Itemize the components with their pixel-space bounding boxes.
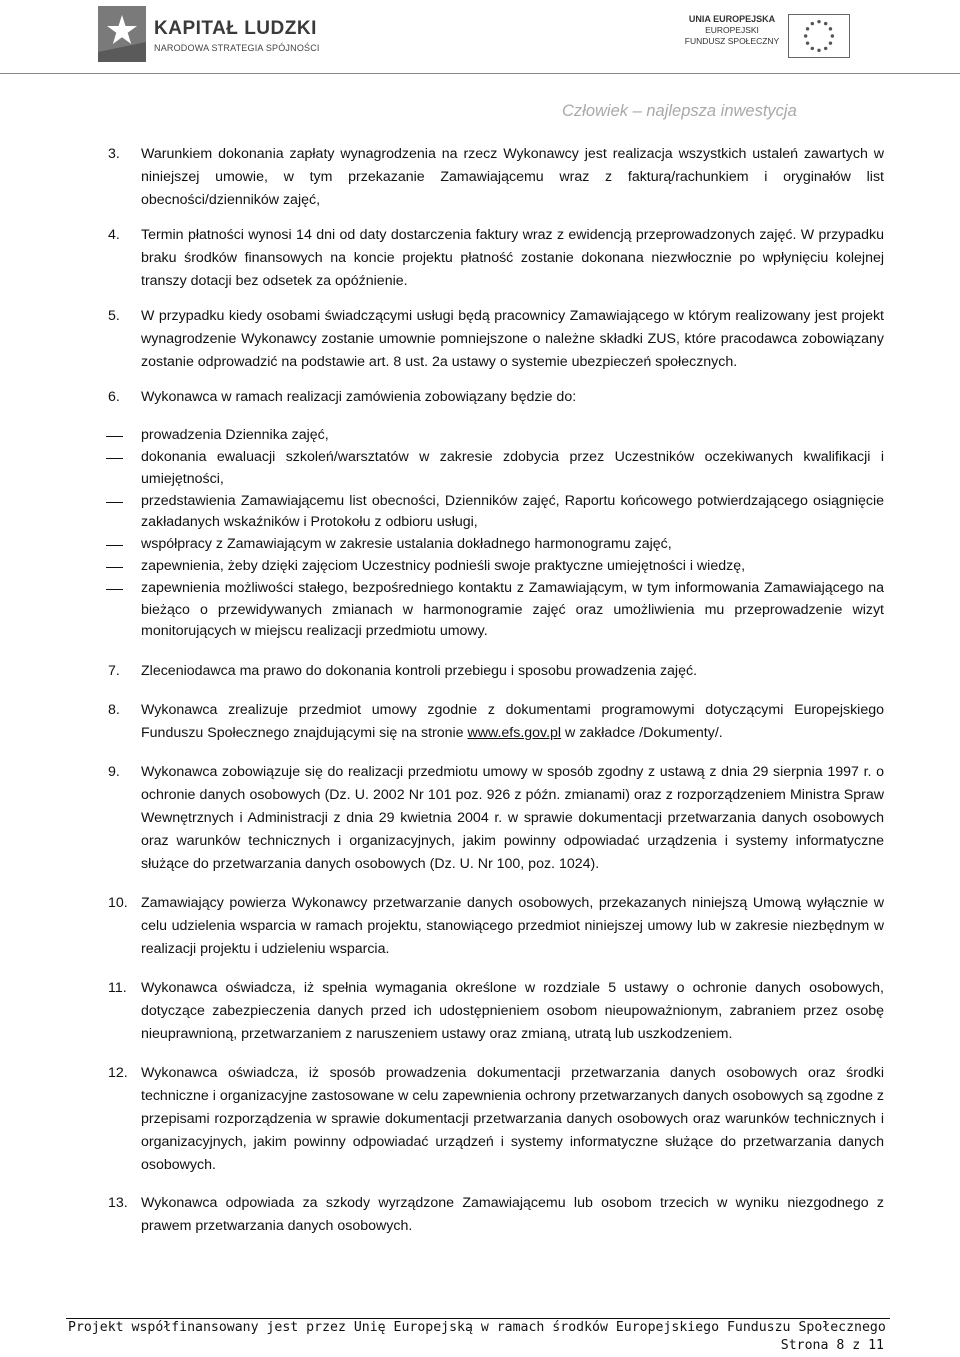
clause-number: 13. xyxy=(108,1194,128,1211)
eu-logo-line2: EUROPEJSKI xyxy=(705,25,759,35)
clause-number: 7. xyxy=(108,662,120,679)
clause-number: 5. xyxy=(108,308,120,324)
list-item xyxy=(106,491,884,534)
list-item-text: współpracy z Zamawiającym w zakresie ustalania dokładnego harmonogramu zajęć, xyxy=(141,536,672,552)
eu-efs-logo xyxy=(682,14,852,60)
clause-text: Wykonawca oświadcza, iż spełnia wymagania określone w rozdziale 5 ustawy o ochronie danych osobowych, dotyczące zabezpieczenia danych przed ich udostępnieniem osobom nieupoważnionym, zabraniem przez osobę nieuprawnioną, przetwarzaniem z naruszeniem ustawy oraz zmianą, utratą lub uszkodzeniem. xyxy=(141,979,884,1042)
clause-10 xyxy=(108,892,884,961)
clause-12 xyxy=(108,1062,884,1177)
clause-text: Zleceniodawca ma prawo do dokonania kontroli przebiegu i sposobu prowadzenia zajęć. xyxy=(141,662,698,679)
list-item xyxy=(106,578,884,643)
header-divider xyxy=(0,73,960,74)
clause-number: 6. xyxy=(108,389,120,405)
clause-8 xyxy=(108,699,884,745)
clause-text-after-link: w zakładce /Dokumenty/. xyxy=(561,724,723,741)
clause-5 xyxy=(108,305,884,374)
clause-number: 3. xyxy=(108,146,120,162)
kapital-ludzki-emblem-icon xyxy=(98,6,146,62)
page-header xyxy=(0,0,960,130)
clause-number: 11. xyxy=(108,979,127,996)
clause-text: W przypadku kiedy osobami świadczącymi usługi będą pracownicy Zamawiającego w którym realizowany jest projekt wynagrodzenie Wykonawcy zostanie umownie pomniejszone o należne składki ZUS, które pracodawca zobowiązany zostanie odprowadzić na podstawie art. 8 ust. 2a ustawy o systemie ubezpieczeń społecznych. xyxy=(141,308,884,370)
clause-6 xyxy=(108,386,884,409)
clause-text: Wykonawca w ramach realizacji zamówienia zobowiązany będzie do: xyxy=(141,389,577,405)
kapital-ludzki-logo xyxy=(98,6,358,62)
list-item xyxy=(106,556,884,578)
clause-text xyxy=(141,699,884,745)
clause-9 xyxy=(108,761,884,876)
duties-list xyxy=(106,425,884,643)
clause-number: 4. xyxy=(108,227,120,243)
footer-divider xyxy=(66,1318,890,1319)
list-item xyxy=(106,425,884,447)
clause-text: Zamawiający powierza Wykonawcy przetwarzanie danych osobowych, przekazanych niniejszą Umową wyłącznie w celu udzielenia wsparcia w ramach projektu, stanowiącego przedmiot niniejszej umowy lub w zakresie niezbędnym w realizacji projektu i udzieleniu wsparcia. xyxy=(141,894,884,957)
clause-3 xyxy=(108,143,884,212)
clause-text: Wykonawca odpowiada za szkody wyrządzone Zamawiającemu lub osobom trzecich w wyniku niezgodnego z prawem przetwarzania danych osobowych. xyxy=(141,1194,884,1234)
clause-text-before-link: Wykonawca zrealizuje przedmiot umowy zgodnie z dokumentami programowymi dotyczącymi Europejskiego Funduszu Społecznego znajdującymi się na stronie xyxy=(141,701,884,741)
header-motto: Człowiek – najlepsza inwestycja xyxy=(562,102,797,120)
list-item-text: przedstawienia Zamawiającemu list obecności, Dzienników zajęć, Raportu końcowego potwierdzającego osiągnięcie zakładanych wskaźników i Protokołu z odbioru usługi, xyxy=(141,492,884,530)
clause-13 xyxy=(108,1192,884,1238)
clause-text: Termin płatności wynosi 14 dni od daty dostarczenia faktury wraz z ewidencją przeprowadzonych zajęć. W przypadku braku środków finansowych na koncie projektu płatność zostanie dokonana niezwłocznie po wpłynięciu kolejnej transzy dotacji bez odsetek za opóźnienie. xyxy=(141,227,884,289)
list-item-text: zapewnienia możliwości stałego, bezpośredniego kontaktu z Zamawiającym, w tym informowania Zamawiającego na bieżąco o przewidywanych zmianach w harmonogramie zajęć oraz umożliwienia mu przeprowadzenie wizyt monitorujących w miejscu realizacji przedmiotu umowy. xyxy=(141,580,884,639)
efs-website-link[interactable]: www.efs.gov.pl xyxy=(467,724,562,741)
kapital-ludzki-title: KAPITAŁ LUDZKI xyxy=(154,18,317,39)
clause-number: 10. xyxy=(108,894,128,911)
clause-11 xyxy=(108,977,884,1046)
kapital-ludzki-subtitle: NARODOWA STRATEGIA SPÓJNOŚCI xyxy=(154,43,320,53)
list-item-text: dokonania ewaluacji szkoleń/warsztatów w zakresie zdobycia przez Uczestników oczekiwanych kwalifikacji i umiejętności, xyxy=(141,449,884,487)
clause-text: Warunkiem dokonania zapłaty wynagrodzenia na rzecz Wykonawcy jest realizacja wszystkich ustaleń zawartych w niniejszej umowie, w tym przekazanie Zamawiającemu wraz z fakturą/rachunkiem i oryginałów list obecności/dzienników zajęć, xyxy=(141,146,884,208)
eu-logo-line3: FUNDUSZ SPOŁECZNY xyxy=(684,36,780,46)
clause-number: 8. xyxy=(108,701,120,718)
footer-cofinancing-note: Projekt współfinansowany jest przez Unię Europejską w ramach środków Europejskiego Funduszu Społecznego xyxy=(68,1320,886,1335)
document-body xyxy=(108,143,884,1238)
clause-number: 9. xyxy=(108,763,120,780)
eu-logo-text xyxy=(682,14,782,47)
list-item xyxy=(106,447,884,490)
list-item-text: prowadzenia Dziennika zajęć, xyxy=(141,427,329,443)
eu-flag-icon xyxy=(788,14,850,58)
clause-text: Wykonawca oświadcza, iż sposób prowadzenia dokumentacji przetwarzania danych osobowych oraz środki techniczne i organizacyjne zastosowane w celu zapewnienia ochrony przetwarzanych danych osobowych są zgodne z przepisami rozporządzenia w sprawie dokumentacji przetwarzania danych osobowych oraz warunków technicznych i organizacyjnych, jakim powinny odpowiadać urządzeń i systemy informatyczne służące do przetwarzania danych osobowych. xyxy=(141,1064,884,1173)
clause-number: 12. xyxy=(108,1064,128,1081)
clause-7 xyxy=(108,660,884,683)
clause-text: Wykonawca zobowiązuje się do realizacji przedmiotu umowy w sposób zgodny z ustawą z dnia 29 sierpnia 1997 r. o ochronie danych osobowych (Dz. U. 2002 Nr 101 poz. 926 z późn. zmianami) oraz z rozporządzeniem Ministra Spraw Wewnętrznych i Administracji z dnia 29 kwietnia 2004 r. w sprawie dokumentacji przetwarzania danych osobowych oraz warunków technicznych i organizacyjnych, jakim powinny odpowiadać urządzenia i systemy informatyczne służące do przetwarzania danych osobowych (Dz. U. Nr 100, poz. 1024). xyxy=(141,763,884,872)
page-number: Strona 8 z 11 xyxy=(780,1338,884,1353)
clause-4 xyxy=(108,224,884,293)
list-item-text: zapewnienia, żeby dzięki zajęciom Uczestnicy podnieśli swoje praktyczne umiejętności i wiedzę, xyxy=(141,558,746,574)
eu-logo-line1: UNIA EUROPEJSKA xyxy=(688,14,776,24)
list-item xyxy=(106,534,884,556)
